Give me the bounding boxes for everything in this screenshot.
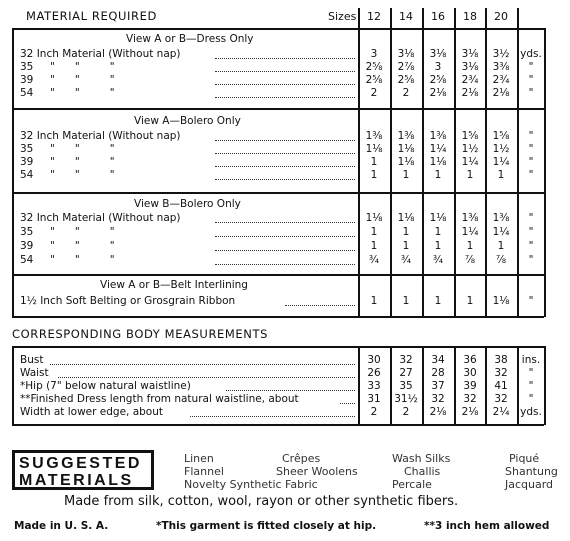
unit-cell: " [528,130,534,142]
size-header-18: 18 [463,10,477,23]
unit-cell: " [528,240,534,252]
material-value-cell: 2⅛ [492,87,510,99]
body-value-cell: 36 [463,354,477,366]
material-value-cell: 1⅜ [461,212,479,224]
material-value-cell: 2 [370,87,378,99]
made-from-note: Made from silk, cotton, wool, rayon or other synthetic fibers. [64,494,459,509]
material-value-cell: 1⅜ [397,130,415,142]
material-value-cell: 1 [402,226,410,238]
body-value-cell: 28 [431,367,445,379]
material-name: Wash Silks [392,452,451,465]
material-value-cell: ⅞ [464,254,476,266]
section-heading: View A—Bolero Only [134,115,241,127]
material-name: Percale [392,478,432,491]
material-title: MATERIAL REQUIRED [26,9,157,23]
body-value-cell: 38 [494,354,508,366]
size-header-12: 12 [367,10,381,23]
material-value-cell: 1 [370,295,378,307]
row-label: 54 " " " [20,254,115,266]
material-value-cell: 1⅜ [492,212,510,224]
size-header-20: 20 [494,10,508,23]
body-row-label: **Finished Dress length from natural waistline, about [20,393,299,405]
material-value-cell: 1 [434,295,442,307]
material-value-cell: 3 [434,61,442,73]
rule [544,346,546,425]
unit-cell: " [528,226,534,238]
material-value-cell: 3½ [492,48,510,60]
unit-cell: " [528,169,534,181]
material-value-cell: 3⅜ [492,61,510,73]
body-value-cell: 30 [463,367,477,379]
unit-cell: " [528,212,534,224]
material-value-cell: 1⅛ [397,212,415,224]
leader-dots [215,84,355,85]
rule [12,424,544,426]
leader-dots [215,71,355,72]
suggested-line2: MATERIALS [19,472,134,489]
material-value-cell: 2⅝ [397,74,415,86]
material-value-cell: 1½ [492,143,510,155]
fitted-note: *This garment is fitted closely at hip. [156,520,377,532]
rule [544,28,546,317]
body-value-cell: 31 [367,393,381,405]
body-value-cell: 27 [399,367,413,379]
row-label: 32 Inch Material (Without nap) [20,130,181,142]
body-value-cell: 32 [494,367,508,379]
material-value-cell: 1¼ [492,226,510,238]
material-name: Jacquard [505,478,554,491]
body-value-cell: 32 [431,393,445,405]
section-heading: View B—Bolero Only [134,198,241,210]
leader-dots [215,250,355,251]
material-value-cell: 1⅛ [492,295,510,307]
unit-cell: ins. [521,354,541,366]
material-value-cell: 1 [402,295,410,307]
material-name: Novelty Synthetic Fabric [184,478,318,491]
body-value-cell: 30 [367,354,381,366]
leader-dots [215,236,355,237]
row-label: 54 " " " [20,87,115,99]
material-value-cell: 2⅝ [365,74,383,86]
material-value-cell: 2⅝ [429,74,447,86]
leader-dots [58,377,355,378]
material-value-cell: 1¼ [429,143,447,155]
row-label: 39 " " " [20,240,115,252]
unit-cell: " [528,367,534,379]
leader-dots [226,390,355,391]
sizes-label: Sizes [328,10,357,23]
unit-cell: " [528,380,534,392]
leader-dots [215,264,355,265]
body-value-cell: 39 [463,380,477,392]
material-value-cell: 1¼ [461,156,479,168]
material-value-cell: 1⅛ [397,156,415,168]
material-value-cell: 1⅜ [429,130,447,142]
material-value-cell: 2¾ [461,74,479,86]
material-value-cell: 1⅛ [429,212,447,224]
leader-dots [215,153,355,154]
unit-cell: yds. [520,48,542,60]
material-value-cell: 1⅛ [429,156,447,168]
material-value-cell: 1⅛ [397,143,415,155]
material-name: Linen [184,452,214,465]
row-label: 39 " " " [20,156,115,168]
size-header-16: 16 [431,10,445,23]
suggested-line1: SUGGESTED [19,455,142,472]
body-value-cell: 37 [431,380,445,392]
material-value-cell: 2⅛ [429,87,447,99]
leader-dots [50,364,355,365]
unit-cell: " [528,393,534,405]
material-name: Shantung [505,465,558,478]
leader-dots [215,58,355,59]
made-in-usa: Made in U. S. A. [14,520,109,532]
material-value-cell: 1 [370,226,378,238]
rule [12,108,544,110]
material-value-cell: 2⅝ [365,61,383,73]
material-value-cell: 1⅛ [365,143,383,155]
material-value-cell: 1⅜ [365,130,383,142]
rule [12,28,544,30]
body-value-cell: 2 [370,406,378,418]
row-label: 1½ Inch Soft Belting or Grosgrain Ribbon [20,295,236,307]
unit-cell: " [528,87,534,99]
material-value-cell: 1½ [461,143,479,155]
size-header-14: 14 [399,10,413,23]
body-title: CORRESPONDING BODY MEASUREMENTS [12,327,269,341]
material-value-cell: 1⅛ [365,212,383,224]
row-label: 35 " " " [20,61,115,73]
rule [12,192,544,194]
leader-dots [285,305,355,306]
material-value-cell: 1 [466,295,474,307]
body-value-cell: 35 [399,380,413,392]
body-value-cell: 2⅛ [429,406,447,418]
material-value-cell: 1 [466,240,474,252]
material-value-cell: 2 [402,87,410,99]
leader-dots [215,166,355,167]
material-value-cell: 3 [370,48,378,60]
leader-dots [340,403,355,404]
row-label: 32 Inch Material (Without nap) [20,48,181,60]
material-value-cell: 1 [434,169,442,181]
body-value-cell: 32 [463,393,477,405]
body-value-cell: 34 [431,354,445,366]
material-name: Flannel [184,465,224,478]
material-value-cell: 1 [434,240,442,252]
row-label: 35 " " " [20,143,115,155]
body-value-cell: 31½ [394,393,418,405]
row-label: 35 " " " [20,226,115,238]
row-label: 32 Inch Material (Without nap) [20,212,181,224]
suggested-materials-logo [12,450,154,490]
material-value-cell: 1 [497,169,505,181]
leader-dots [215,222,355,223]
body-row-label: Width at lower edge, about [20,406,163,418]
rule [12,28,14,317]
material-value-cell: 1 [370,169,378,181]
material-value-cell: 1 [497,240,505,252]
leader-dots [215,179,355,180]
section-heading: View A or B—Dress Only [126,33,254,45]
rule [12,274,544,276]
row-label: 54 " " " [20,169,115,181]
body-value-cell: 32 [399,354,413,366]
material-value-cell: 1 [434,226,442,238]
material-name: Crêpes [282,452,321,465]
rule [12,346,544,348]
rule [12,346,14,425]
material-name: Piqué [509,452,540,465]
body-value-cell: 32 [494,393,508,405]
leader-dots [215,97,355,98]
unit-cell: " [528,295,534,307]
unit-cell: " [528,74,534,86]
unit-cell: " [528,143,534,155]
body-value-cell: 33 [367,380,381,392]
material-value-cell: 1 [402,240,410,252]
material-value-cell: 2⅛ [461,87,479,99]
leader-dots [215,140,355,141]
material-name: Sheer Woolens [276,465,358,478]
material-value-cell: 1 [402,169,410,181]
material-value-cell: ¾ [400,254,412,266]
section-heading: View A or B—Belt Interlining [100,279,248,291]
material-value-cell: 1¼ [461,226,479,238]
material-value-cell: 1 [466,169,474,181]
material-value-cell: 1⅝ [461,130,479,142]
material-value-cell: 2⅞ [397,61,415,73]
material-value-cell: 3⅛ [429,48,447,60]
material-value-cell: 1 [370,156,378,168]
body-row-label: Bust [20,354,44,366]
unit-cell: " [528,61,534,73]
body-value-cell: 41 [494,380,508,392]
rule [12,316,544,318]
material-value-cell: 1 [370,240,378,252]
body-value-cell: 2¼ [492,406,510,418]
body-row-label: *Hip (7" below natural waistline) [20,380,191,392]
unit-cell: " [528,254,534,266]
material-value-cell: 1⅝ [492,130,510,142]
hem-note: **3 inch hem allowed [424,520,550,532]
material-value-cell: ¾ [432,254,444,266]
body-value-cell: 26 [367,367,381,379]
material-value-cell: ⅞ [495,254,507,266]
material-value-cell: 2¾ [492,74,510,86]
material-value-cell: 3⅛ [461,48,479,60]
material-value-cell: 1¼ [492,156,510,168]
material-name: Challis [404,465,441,478]
body-value-cell: 2⅛ [461,406,479,418]
body-row-label: Waist [20,367,49,379]
material-value-cell: 3⅛ [461,61,479,73]
leader-dots [190,416,355,417]
row-label: 39 " " " [20,74,115,86]
unit-cell: " [528,156,534,168]
body-value-cell: 2 [402,406,410,418]
unit-cell: yds. [520,406,542,418]
material-value-cell: 3⅛ [397,48,415,60]
body-measurements-table [0,320,570,440]
material-value-cell: ¾ [368,254,380,266]
